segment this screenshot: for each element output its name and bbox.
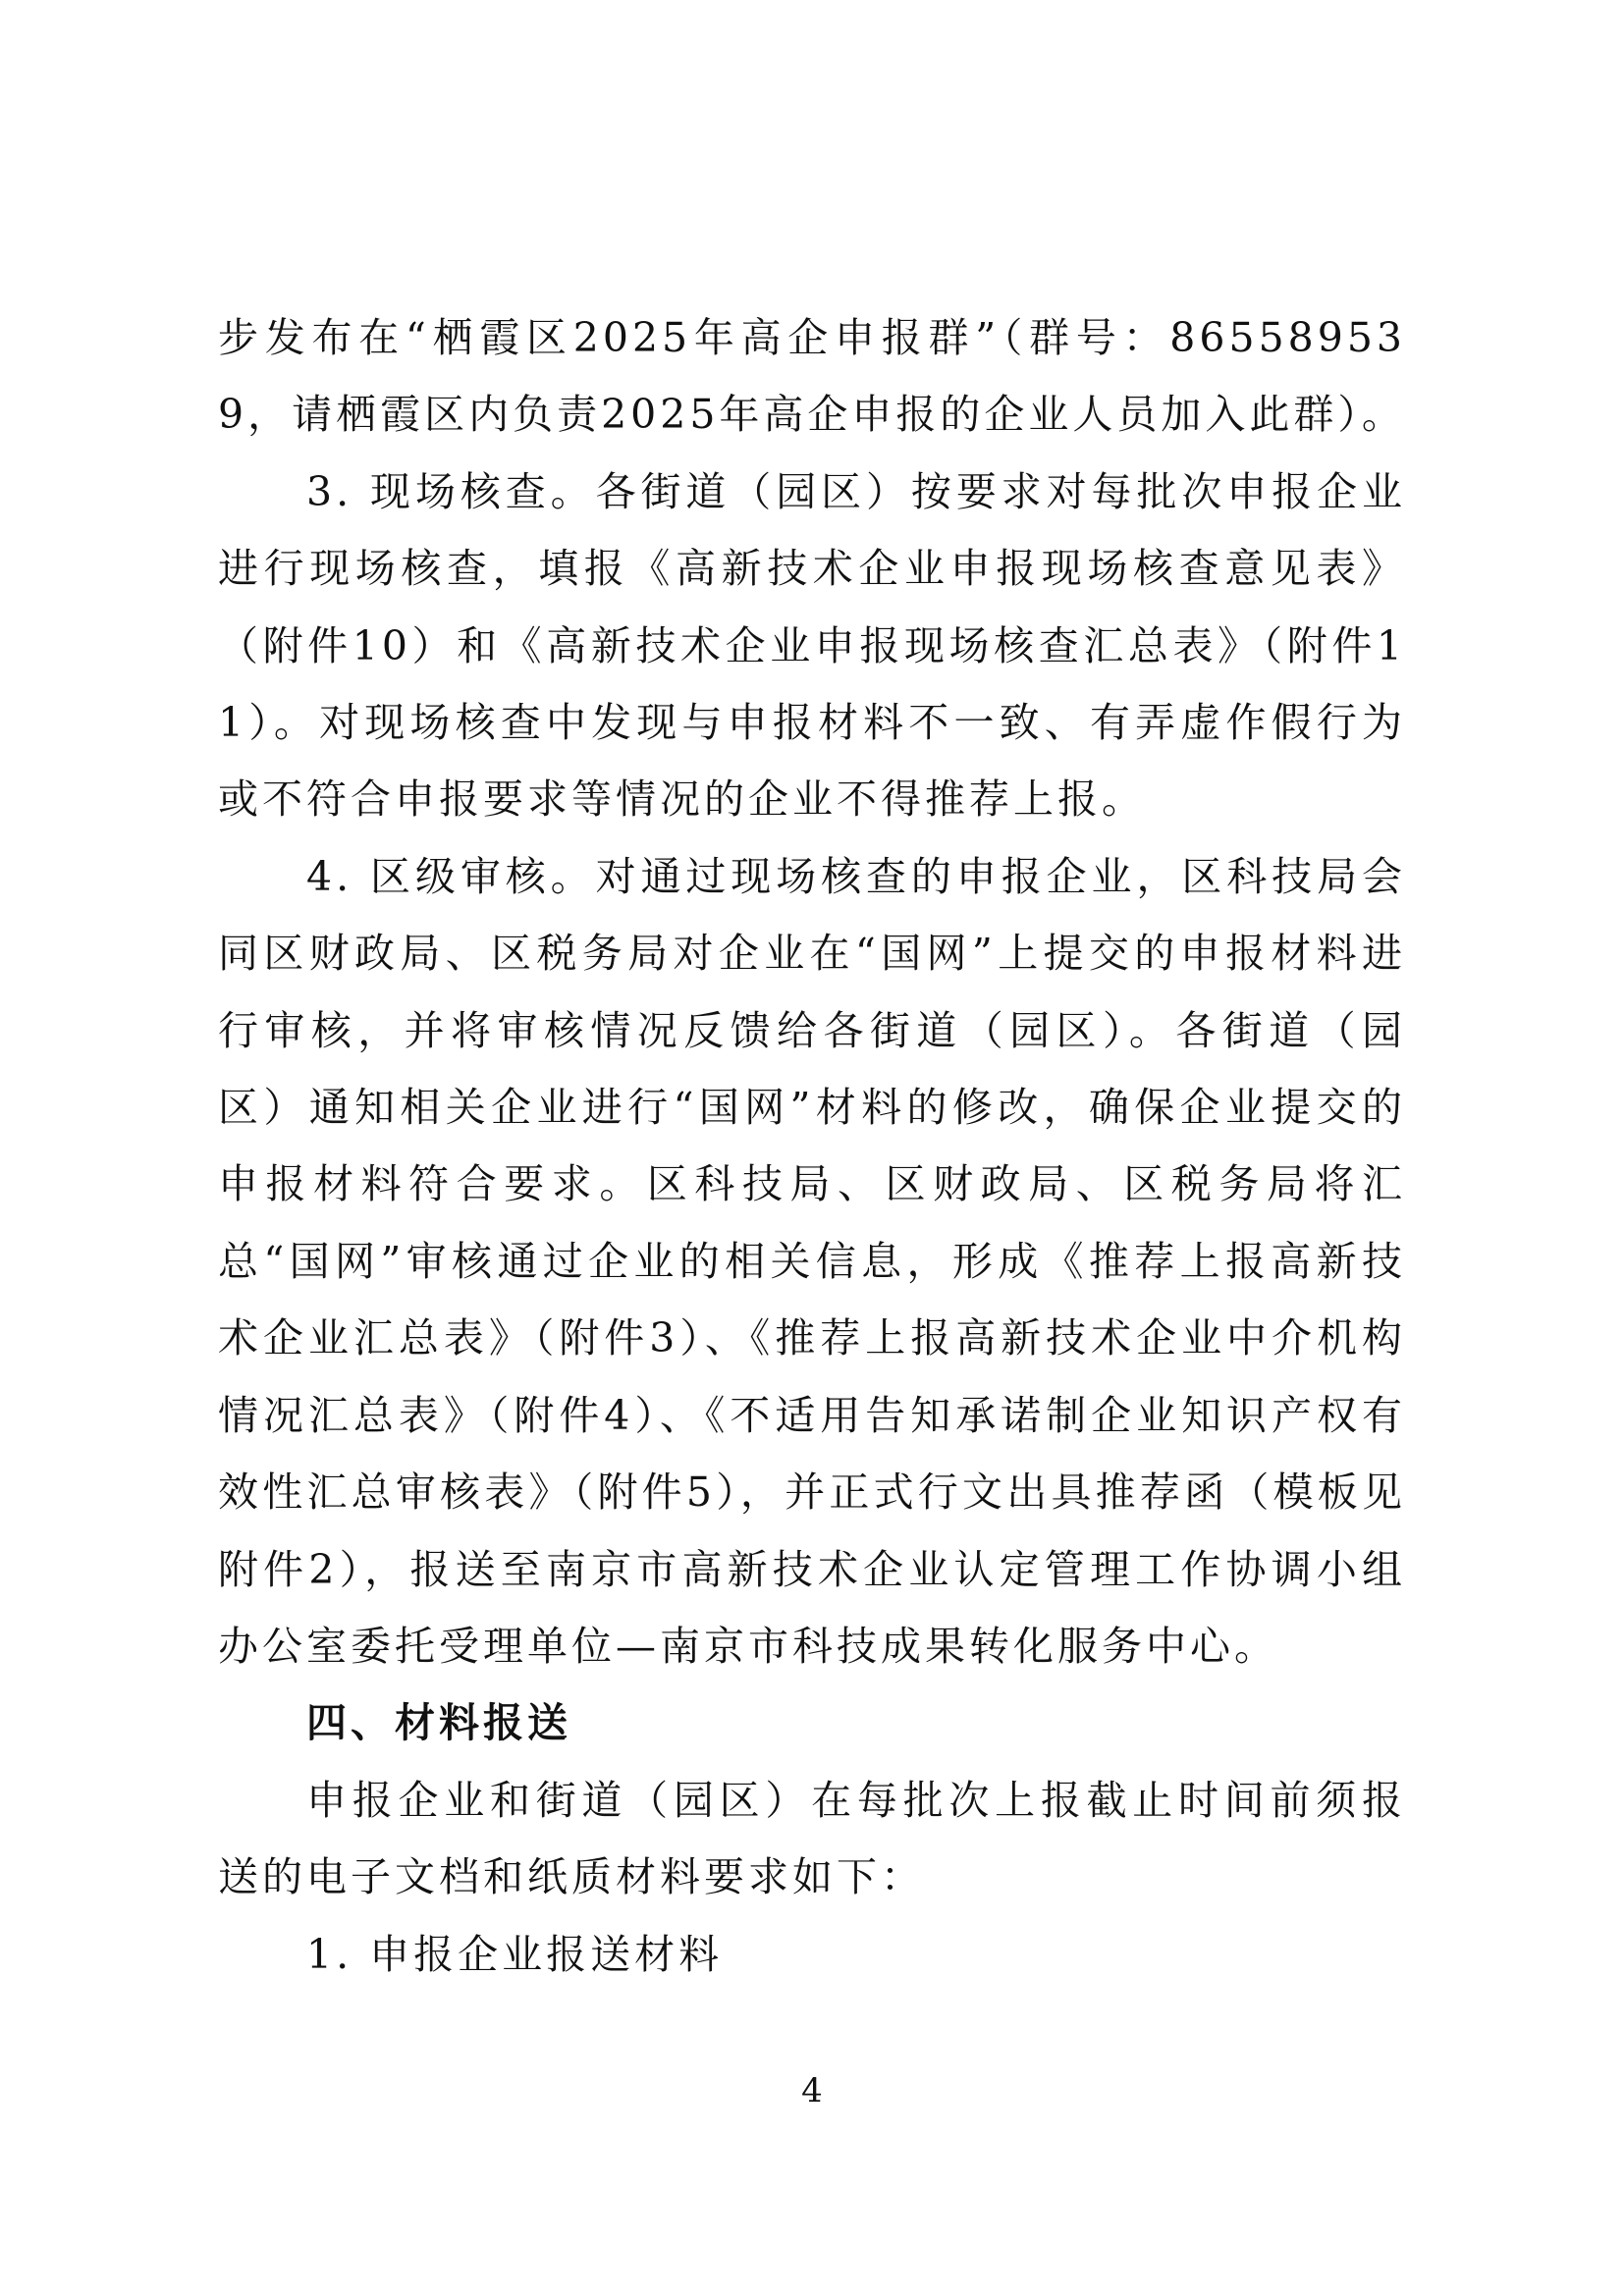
section-heading-material-submission: 四、材料报送 [306,1699,571,1747]
body-text [218,299,1406,1993]
paragraph-continuation: 步发布在“栖霞区2025年高企申报群”（群号：865589539，请栖霞区内负责2025年高企申报的企业人员加入此群）。 [218,314,1406,439]
paragraph-enterprise-materials: 1. 申报企业报送材料 [306,1930,724,1978]
paragraph-onsite-inspection: 3. 现场核查。各街道（园区）按要求对每批次申报企业进行现场核查，填报《高新技术企业申报现场核查意见表》（附件10）和《高新技术企业申报现场核查汇总表》（附件11）。对现场核查中发现与申报材料不一致、有弄虚作假行为或不符合申报要求等情况的企业不得推荐上报。 [218,467,1406,824]
paragraph-submission-requirements: 申报企业和街道（园区）在每批次上报截止时间前须报送的电子文档和纸质材料要求如下： [218,1776,1406,1901]
page-number: 4 [801,2071,823,2110]
paragraph-district-review: 4. 区级审核。对通过现场核查的申报企业，区科技局会同区财政局、区税务局对企业在“国网”上提交的申报材料进行审核，并将审核情况反馈给各街道（园区）。各街道（园区）通知相关企业进行“国网”材料的修改，确保企业提交的申报材料符合要求。区科技局、区财政局、区税务局将汇总“国网”审核通过企业的相关信息，形成《推荐上报高新技术企业汇总表》（附件3）、《推荐上报高新技术企业中介机构情况汇总表》（附件4）、《不适用告知承诺制企业知识产权有效性汇总审核表》（附件5），并正式行文出具推荐函（模板见附件2），报送至南京市高新技术企业认定管理工作协调小组办公室委托受理单位—南京市科技成果转化服务中心。 [218,852,1406,1670]
